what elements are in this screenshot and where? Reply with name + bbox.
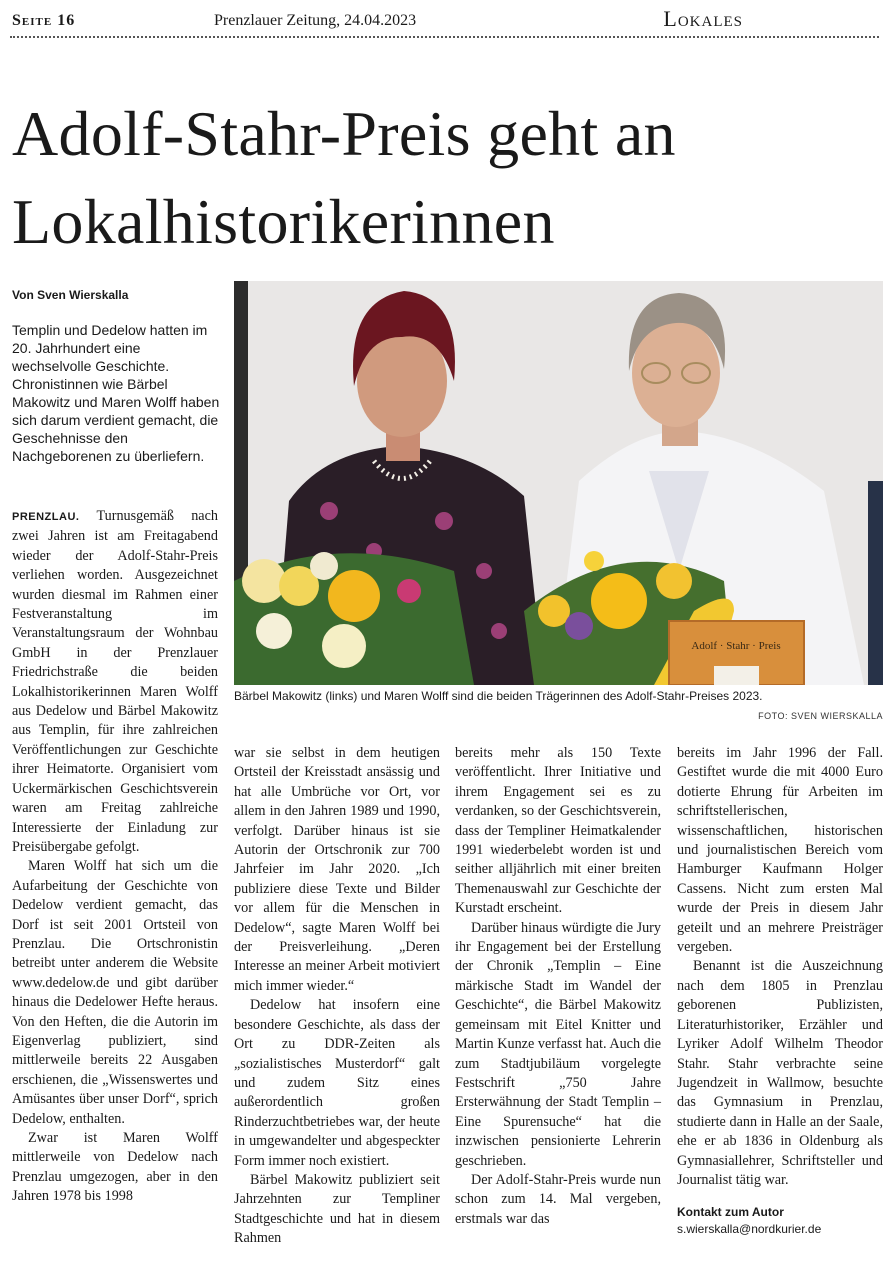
page-number: Seite 16 — [12, 12, 76, 29]
paragraph: Dedelow hat insofern eine besondere Geschichte, als dass der Ort zu DDR-Zeiten als „sozialistisches Musterdorf“ galt und zudem Sitz eines außerordentlich großen Rinderzuchtbetriebes war, der heute in umgewandelter und abgespeckter Form immer noch existiert. — [234, 997, 440, 1169]
paragraph: Maren Wolff hat sich um die Aufarbeitung der Geschichte von Dedelow verdient gemacht, das Dorf ist seit 2001 Ortsteil von Prenzlau. Die Ortschronistin betreibt unter anderem die Website www.dedelow.de und gibt darüber hinaus die Dedelower Hefte heraus. Von den Heften, die die Autorin im Eigenverlag publiziert, sind mittlerweile bereits 22 Ausgaben erschienen, die „Wissenswertes und Amüsantes über unser Dorf“, sprich Dedelow, enthalten. — [12, 858, 218, 1127]
paragraph: bereits im Jahr 1996 der Fall. Gestiftet wurde die mit 4000 Euro dotierte Ehrung für Arbeiten im schriftstellerischen, wissenschaftlichen, historischen und journalistischen Bereich vom Hamburger Kaufmann Holger Cassens. Nicht zum ersten Mal wurde der Preis in diesem Jahr geteilt und an mehrere Preisträger vergeben. — [677, 745, 883, 956]
article-column-2 — [234, 744, 440, 1249]
section-label: Lokales — [663, 6, 743, 31]
photo-caption: Bärbel Makowitz (links) und Maren Wolff sind die beiden Trägerinnen des Adolf-Stahr-Preises 2023. — [234, 689, 763, 703]
header-divider — [10, 36, 879, 38]
paragraph: Zwar ist Maren Wolff mittlerweile von Dedelow nach Prenzlau umgezogen, aber in den Jahren 1978 bis 1998 — [12, 1130, 218, 1205]
article-column-4 — [677, 744, 883, 1238]
headline: Adolf-Stahr-Preis geht an Lokalhistorikerinnen — [12, 98, 676, 257]
paragraph: Der Adolf-Stahr-Preis wurde nun schon zum 14. Mal vergeben, erstmals war das — [455, 1171, 661, 1227]
paragraph: Benannt ist die Auszeichnung nach dem 1805 in Prenzlau geborenen Publizisten, Literaturhistoriker, Erzähler und Lyriker Adolf Wilhelm Theodor Stahr. Stahr verbrachte seine Jugendzeit in Wallmow, besuchte das Gymnasium in Prenzlau, studierte dann in Halle an der Saale, ehe er ab 1836 in Oldenburg als Gymnasiallehrer, Schriftsteller und Journalist tätig war. — [677, 958, 883, 1188]
teaser: Templin und Dedelow hatten im 20. Jahrhundert eine wechselvolle Geschichte. Chronistinnen wie Bärbel Makowitz und Maren Wolff haben sich darum verdient gemacht, die Geschehnisse den Nachgeborenen zu überliefern. — [12, 322, 220, 464]
paragraph: Darüber hinaus würdigte die Jury ihr Engagement bei der Erstellung der Chronik „Templin – Eine märkische Stadt im Wandel der Geschichte“, die Bärbel Makowitz gemeinsam mit Eitel Knitter und Martin Kunze verfasst hat. Auch die zum Stadtjubiläum vorgelegte Festschrift „750 Jahre Ersterwähnung der Stadt Templin – Eine Spurensuche“ hat die inzwischen pensionierte Lehrerin geschrieben. — [455, 919, 661, 1169]
photo-credit: FOTO: SVEN WIERSKALLA — [758, 711, 883, 721]
byline: Von Sven Wierskalla — [12, 288, 129, 302]
contact-label: Kontakt zum Autor — [677, 1205, 784, 1220]
article-photo — [234, 281, 883, 685]
publication-date: Prenzlauer Zeitung, 24.04.2023 — [214, 12, 417, 29]
author-contact — [677, 1204, 883, 1238]
photo-illustration — [234, 281, 883, 685]
paragraph: bereits mehr als 150 Texte veröffentlicht. Ihrer Initiative und ihrem Engagement sei es zu verdanken, so der Geschichtsverein, dass der Templiner Heimatkalender 1991 wiederbelebt worden ist und seither alljährlich mit einer breiten Themenauswahl zur Geschichte der Kurstadt erscheint. — [455, 745, 661, 917]
paragraph: war sie selbst in dem heutigen Ortsteil der Kreisstadt ansässig und hat alle Umbrüche vor Ort, vor allem in den Jahren 1989 und 1990, verfolgt. Darüber hinaus ist sie Autorin der Ortschronik zur 700 Jahrfeier im Jahr 2020. „Ich publiziere diese Texte und Bilder vor allem für die Menschen in Dedelow“, sagte Maren Wolff bei der Preisverleihung. „Deren Interesse an meiner Arbeit motiviert mich immer wieder.“ — [234, 745, 440, 994]
article-column-3 — [455, 744, 661, 1229]
paragraph: Turnusgemäß nach zwei Jahren ist am Freitagabend wieder der Adolf-Stahr-Preis verliehen worden. Ausgezeichnet wurden diesmal im Rahmen einer Festveranstaltung im Veranstaltungsraum der Wohnbau GmbH in der Prenzlauer Friedrichstraße die beiden Lokalhistorikerinnen Maren Wolff aus Dedelow und Bärbel Makowitz aus Templin, für ihre zahlreichen Veröffentlichungen zur Geschichte ihrer Heimatorte. Organisiert vom Uckermärkischen Geschichtsverein waren am Freitag zahlreiche Interessierte der Einladung zur Preisübergabe gefolgt. — [12, 508, 218, 855]
book-title: Adolf · Stahr · Preis — [691, 640, 781, 652]
article-column-1 — [12, 507, 218, 1207]
dateline: PRENZLAU. — [12, 511, 80, 523]
paragraph: Bärbel Makowitz publiziert seit Jahrzehnten zur Templiner Stadtgeschichte und hat in diesem Rahmen — [234, 1171, 440, 1247]
author-email[interactable]: s.wierskalla@nordkurier.de — [677, 1222, 822, 1237]
